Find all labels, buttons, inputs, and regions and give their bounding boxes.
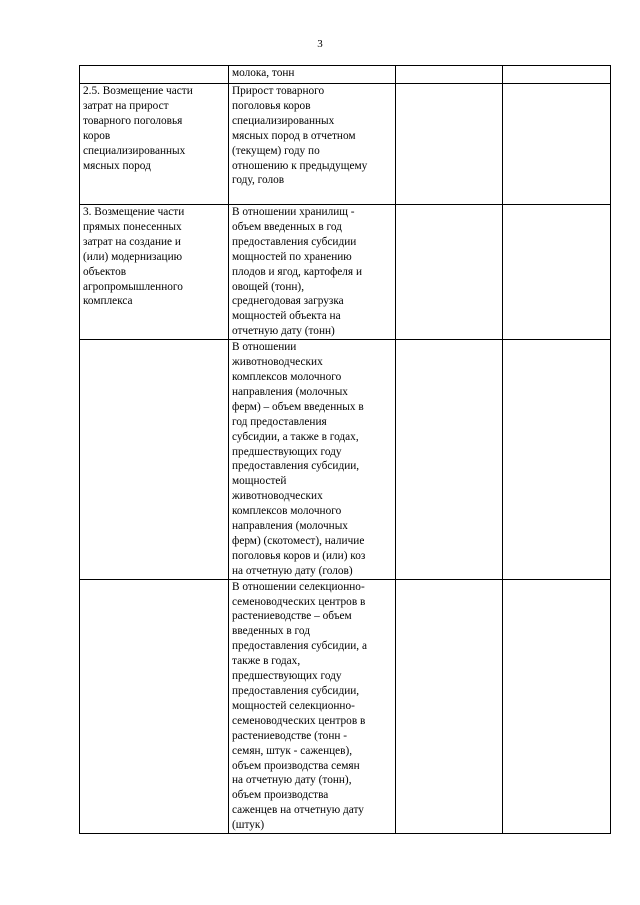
value-cell	[396, 66, 503, 84]
indicator-cell	[229, 205, 396, 340]
indicator-text: В отношении хранилищ - объем введенных в год предоставления субсидии мощностей по хранению плодов и ягод, картофеля и овощей (тонн), среднегодовая загрузка мощностей объекта на отчетную дату (тонн)	[232, 206, 363, 338]
table-row	[80, 340, 611, 580]
value-cell	[503, 340, 611, 580]
indicator-cell	[229, 66, 396, 84]
indicator-cell	[229, 84, 396, 205]
indicator-text: В отношении селекционно- семеноводческих центров в растениеводстве – объем введенных в год предоставления субсидии, а также в годах, предшествующих году предоставления субсидии, мощностей селекционно- семеноводческих центров в растениеводстве (тонн - семян, штук - саженцев), объем производства семян на отчетную дату (тонн), объем производства саженцев на отчетную дату (штук)	[232, 580, 367, 832]
value-cell	[503, 205, 611, 340]
indicator-text: Прирост товарного поголовья коров специализированных мясных пород в отчетном (текущем) году по отношению к предыдущему году, голов	[232, 85, 368, 187]
measure-text: 3. Возмещение части прямых понесенных затрат на создание и (или) модернизацию объектов агропромышленного комплекса	[83, 206, 185, 308]
table-row	[80, 205, 611, 340]
value-cell	[396, 579, 503, 833]
value-cell	[396, 84, 503, 205]
table-row	[80, 84, 611, 205]
value-cell	[503, 66, 611, 84]
indicator-text: В отношении животноводческих комплексов молочного направления (молочных ферм) – объем введенных в год предоставления субсидии, а также в годах, предшествующих году предоставления субсидии, мощностей животноводческих комплексов молочного направления (молочных ферм) (скотомест), наличие поголовья коров и (или) коз на отчетную дату (голов)	[232, 341, 366, 577]
measure-text: 2.5. Возмещение части затрат на прирост товарного поголовья коров специализированных мясных пород	[83, 85, 193, 172]
measure-cell	[80, 205, 229, 340]
value-cell	[396, 340, 503, 580]
measure-cell	[80, 340, 229, 580]
measure-cell	[80, 66, 229, 84]
indicator-text: молока, тонн	[232, 67, 295, 79]
table-row	[80, 579, 611, 833]
value-cell	[503, 84, 611, 205]
indicator-cell	[229, 340, 396, 580]
indicator-cell	[229, 579, 396, 833]
measure-cell	[80, 579, 229, 833]
value-cell	[396, 205, 503, 340]
page-number: 3	[317, 38, 323, 50]
subsidy-indicators-table	[79, 65, 611, 834]
table-row	[80, 66, 611, 84]
measure-cell	[80, 84, 229, 205]
value-cell	[503, 579, 611, 833]
